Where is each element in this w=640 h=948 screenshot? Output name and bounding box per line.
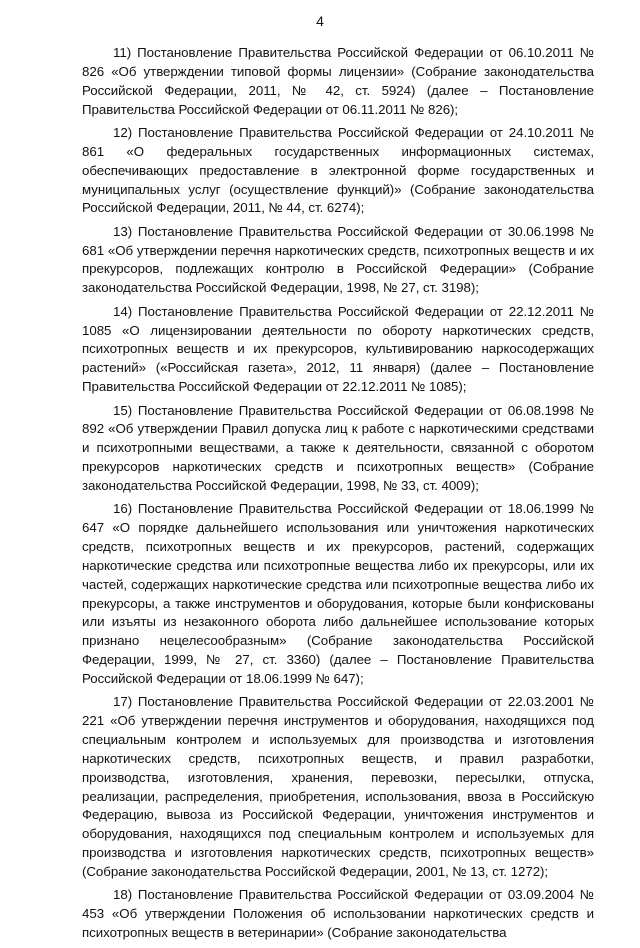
list-item-15: 15) Постановление Правительства Российской Федерации от 06.08.1998 № 892 «Об утверждении Правил допуска лиц к работе с наркотическими средствами и психотропными веществами, а также к деятельности, связанной с оборотом прекурсоров наркотических средств и психотропных веществ» (Собрание законодательства Российской Федерации, 1998, № 33, ст. 4009); [82,402,594,493]
list-item-11: 11) Постановление Правительства Российской Федерации от 06.10.2011 № 826 «Об утверждении типовой формы лицензии» (Собрание законодательства Российской Федерации, 2011, № 42, ст. 5924) (далее – Постановление Правительства Российской Федерации от 06.11.2011 № 826); [82,45,594,117]
list-item-18: 18) Постановление Правительства Российской Федерации от 03.09.2004 № 453 «Об утверждении Положения об использовании наркотических средств и психотропных веществ в ветеринарии» (Собрание законодательства [82,887,594,941]
list-item-12: 12) Постановление Правительства Российской Федерации от 24.10.2011 № 861 «О федеральных государственных информационных системах, обеспечивающих предоставление в электронной форме государственных и муниципальных услуг (осуществление функций)» (Собрание законодательства Российской Федерации, 2011, № 44, ст. 6274); [82,124,594,216]
list-item-13: 13) Постановление Правительства Российской Федерации от 30.06.1998 № 681 «Об утверждении перечня наркотических средств, психотропных веществ и их прекурсоров, подлежащих контролю в Российской Федерации» (Собрание законодательства Российской Федерации, 1998, № 27, ст. 3198); [82,223,594,296]
page-number: 4 [316,13,324,29]
list-item-14: 14) Постановление Правительства Российской Федерации от 22.12.2011 № 1085 «О лицензировании деятельности по обороту наркотических средств, психотропных веществ и их прекурсоров, культивированию наркосодержащих растений» («Российская газета», 2012, 11 января) (далее – Постановление Правительства Российской Федерации от 22.12.2011 № 1085); [82,303,594,395]
list-item-17: 17) Постановление Правительства Российской Федерации от 22.03.2001 № 221 «Об утверждении перечня инструментов и оборудования, находящихся под специальным контролем и используемых для производства и изготовления наркотических средств, психотропных веществ, и правил разработки, производства, изготовления, хранения, перевозки, пересылки, отпуска, реализации, распределения, приобретения, использования, ввоза в Российскую Федерацию, вывоза из Российской Федерации, уничтожения инструментов и оборудования, находящихся под специальным контролем и используемых для производства и изготовления наркотических средств, психотропных веществ» (Собрание законодательства Российской Федерации, 2001, № 13, ст. 1272); [82,694,594,879]
document-body [82,44,594,948]
list-item-16: 16) Постановление Правительства Российской Федерации от 18.06.1999 № 647 «О порядке дальнейшего использования или уничтожения наркотических средств, психотропных веществ и их прекурсоров, растений, содержащих наркотические средства или психотропные вещества либо их прекурсоры, или их частей, содержащих наркотические средства или психотропные вещества либо их прекурсоры, а также инструментов и оборудования, которые были конфискованы или изъяты из незаконного оборота либо дальнейшее использование которых признано нецелесообразным» (Собрание законодательства Российской Федерации, 1999, № 27, ст. 3360) (далее – Постановление Правительства Российской Федерации от 18.06.1999 № 647); [82,501,594,686]
